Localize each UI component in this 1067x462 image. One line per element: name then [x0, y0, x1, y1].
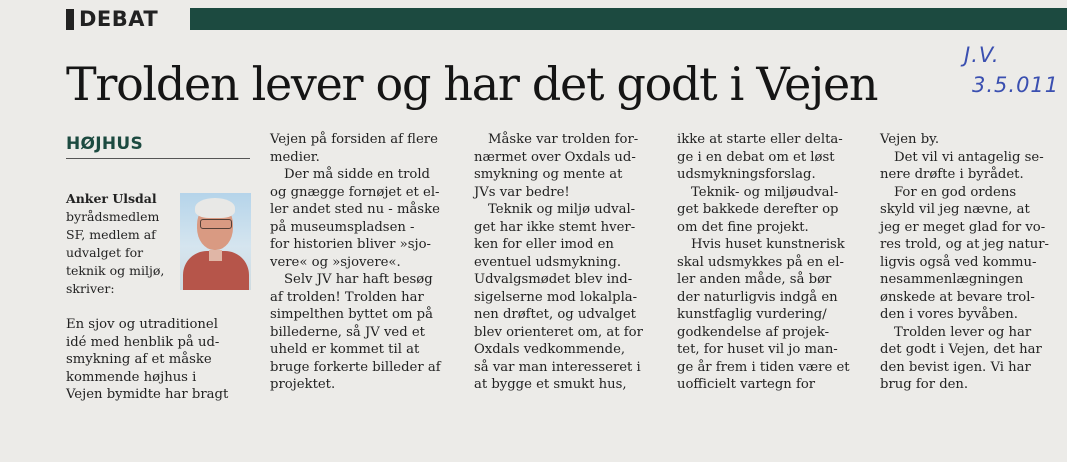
article-line: tet, for huset vil jo man-	[677, 342, 838, 357]
author-role-line: byrådsmedlem	[66, 209, 160, 224]
article-line: nærmet over Oxdals ud-	[474, 149, 636, 165]
article-line: vere« og »sjovere«.	[270, 254, 401, 270]
section-banner	[66, 6, 1067, 32]
article-line: ligvis også ved kommu-	[880, 254, 1037, 270]
section-marker	[66, 9, 74, 30]
article-line: En sjov og utraditionel	[66, 317, 218, 332]
article-line: res trold, og at jeg natur-	[880, 237, 1050, 252]
author-role-line: udvalget for	[66, 245, 144, 260]
article-line: den bevist igen. Vi har	[880, 359, 1031, 375]
photo-glasses	[200, 219, 232, 229]
article-line: skal udsmykkes på en el-	[677, 254, 844, 270]
article-line: uheld er kommet til at	[270, 342, 420, 357]
article-line: på museumspladsen -	[270, 219, 415, 235]
section-label: DEBAT	[79, 7, 159, 31]
article-line: kommende højhus i	[66, 369, 197, 385]
article-line: den i vores byvåben.	[880, 307, 1018, 322]
kicker-rule	[66, 158, 250, 159]
author-role-line: teknik og miljø,	[66, 263, 165, 278]
article-line: Udvalgsmødet blev ind-	[474, 272, 633, 287]
photo-hair	[195, 198, 235, 218]
handwritten-note-line: J.V.	[964, 43, 1000, 67]
article-column-5	[880, 131, 1049, 394]
kicker: HØJHUS	[66, 134, 144, 154]
article-line: om det fine projekt.	[677, 219, 809, 235]
article-line: Selv JV har haft besøg	[284, 272, 433, 287]
article-line: ler anden måde, så bør	[677, 272, 832, 287]
article-line: kunstfaglig vurdering/	[677, 307, 827, 322]
article-line: For en god ordens	[894, 184, 1017, 200]
article-column-2	[270, 131, 441, 394]
article-line: ler andet sted nu - måske	[270, 202, 440, 217]
article-line: så var man interesseret i	[474, 359, 641, 375]
article-line: for historien bliver »sjo-	[270, 237, 431, 252]
article-line: at bygge et smukt hus,	[474, 377, 627, 392]
article-line: JVs var bedre!	[474, 184, 570, 200]
article-line: medier.	[270, 149, 320, 165]
article-line: blev orienteret om, at for	[474, 324, 643, 340]
article-line: bruge forkerte billeder af	[270, 359, 441, 375]
article-line: Der må sidde en trold	[284, 167, 430, 182]
article-line: Hvis huset kunstnerisk	[691, 237, 845, 252]
byline	[66, 190, 178, 298]
author-photo	[180, 193, 251, 290]
article-line: smykning af et måske	[66, 352, 212, 367]
article-line: ønskede at bevare trol-	[880, 289, 1035, 305]
article-line: billederne, så JV ved et	[270, 324, 425, 340]
article-line: nere drøfte i byrådet.	[880, 167, 1024, 182]
article-line: godkendelse af projek-	[677, 324, 830, 340]
article-line: ken for eller imod en	[474, 237, 614, 252]
handwritten-note-line: 3.5.011	[972, 73, 1060, 97]
article-line: nen drøftet, og udvalget	[474, 307, 636, 322]
author-name: Anker Ulsdal	[66, 191, 157, 206]
article-line: Måske var trolden for-	[488, 132, 639, 147]
photo-collar	[209, 250, 222, 261]
article-line: Teknik- og miljøudval-	[691, 184, 839, 200]
article-line: og gnægge fornøjet et el-	[270, 184, 440, 200]
article-line: simpelthen byttet om på	[270, 307, 433, 322]
article-line: ikke at starte eller delta-	[677, 132, 843, 147]
article-line: brug for den.	[880, 377, 969, 392]
article-line: det godt i Vejen, det har	[880, 342, 1042, 357]
headline: Trolden lever og har det godt i Vejen	[66, 57, 878, 111]
handwritten-note	[964, 40, 1062, 100]
article-line: Vejen på forsiden af flere	[270, 132, 438, 147]
article-line: Trolden lever og har	[894, 324, 1032, 340]
article-line: Vejen by.	[880, 132, 940, 147]
article-line: ge i en debat om et løst	[677, 149, 835, 165]
article-column-3	[474, 131, 643, 394]
article-line: udsmykningsforslag.	[677, 167, 816, 182]
article-line: Teknik og miljø udval-	[488, 202, 636, 217]
author-role-line: skriver:	[66, 281, 115, 296]
article-line: der naturligvis indgå en	[677, 289, 838, 305]
article-line: Oxdals vedkommende,	[474, 342, 626, 357]
author-role-line: SF, medlem af	[66, 227, 156, 242]
article-line: sigelserne mod lokalpla-	[474, 289, 638, 305]
article-line: nesammenlægningen	[880, 272, 1024, 287]
article-line: jeg er meget glad for vo-	[880, 219, 1046, 235]
article-column-4	[677, 131, 850, 394]
article-line: Det vil vi antagelig se-	[894, 149, 1044, 165]
article-line: eventuel udsmykning.	[474, 254, 622, 270]
article-line: af trolden! Trolden har	[270, 289, 424, 305]
article-line: uofficielt vartegn for	[677, 377, 816, 392]
article-line: smykning og mente at	[474, 167, 623, 182]
article-line: projektet.	[270, 377, 336, 392]
article-line: idé med henblik på ud-	[66, 334, 220, 350]
section-rule	[190, 8, 1067, 30]
article-line: get bakkede derefter op	[677, 202, 839, 217]
article-column-1	[66, 316, 228, 404]
article-line: skyld vil jeg nævne, at	[880, 202, 1030, 217]
article-line: Vejen bymidte har bragt	[66, 387, 229, 402]
article-line: ge år frem i tiden være et	[677, 359, 850, 375]
article-line: get har ikke stemt hver-	[474, 219, 636, 235]
